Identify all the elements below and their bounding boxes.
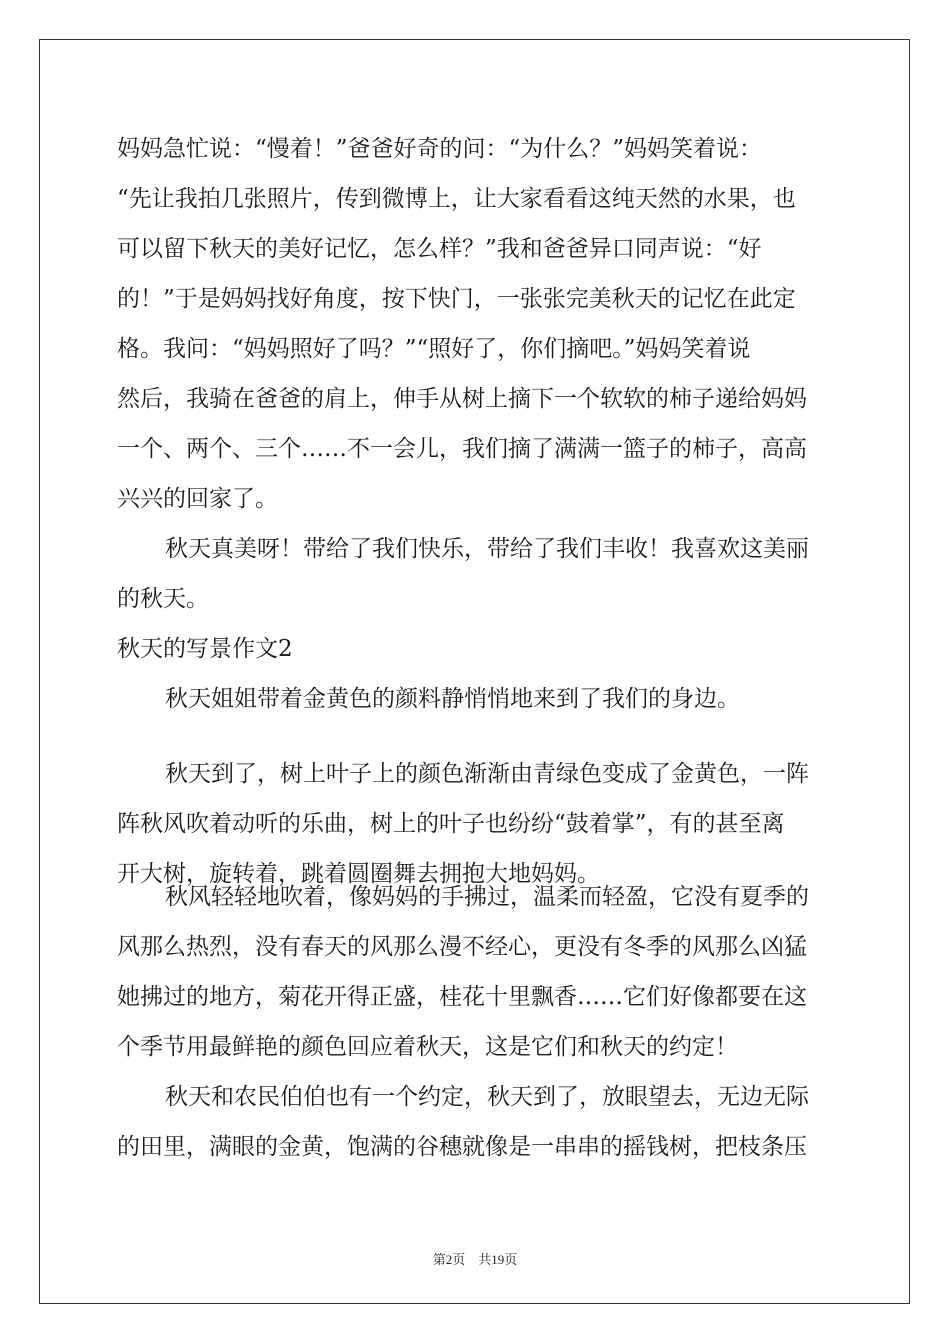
text-line: 风那么热烈，没有春天的风那么漫不经心，更没有冬季的风那么凶猛 bbox=[117, 934, 807, 960]
text-line: 的田里，满眼的金黄，饱满的谷穗就像是一串串的摇钱树，把枝条压 bbox=[117, 1134, 807, 1160]
text-line: 秋天真美呀！带给了我们快乐，带给了我们丰收！我喜欢这美丽 bbox=[165, 536, 809, 562]
section-heading: 秋天的写景作文2 bbox=[117, 636, 293, 662]
text-line: 格。我问：“妈妈照好了吗？”“照好了，你们摘吧。”妈妈笑着说 bbox=[117, 336, 751, 362]
text-line: 然后，我骑在爸爸的肩上，伸手从树上摘下一个软软的柿子递给妈妈 bbox=[117, 386, 807, 412]
text-line: 可以留下秋天的美好记忆，怎么样？”我和爸爸异口同声说：“好 bbox=[117, 236, 762, 262]
text-line: 妈妈急忙说：“慢着！”爸爸好奇的问：“为什么？”妈妈笑着说： bbox=[117, 136, 763, 162]
text-line: 的秋天。 bbox=[117, 586, 209, 612]
text-line: 开大树，旋转着，跳着圆圈舞去拥抱大地妈妈。 bbox=[117, 861, 600, 887]
page-border bbox=[39, 39, 910, 1304]
text-line: 阵秋风吹着动听的乐曲，树上的叶子也纷纷“鼓着掌”，有的甚至离 bbox=[117, 811, 785, 837]
page-number: 第2页 bbox=[432, 1252, 466, 1267]
page-total: 共19页 bbox=[478, 1252, 518, 1267]
text-line: 的！”于是妈妈找好角度，按下快门，一张张完美秋天的记忆在此定 bbox=[117, 286, 796, 312]
text-line: 一个、两个、三个……不一会儿，我们摘了满满一篮子的柿子，高高 bbox=[117, 436, 807, 462]
text-line: 个季节用最鲜艳的颜色回应着秋天，这是它们和秋天的约定！ bbox=[117, 1034, 738, 1060]
text-line: “先让我拍几张照片，传到微博上，让大家看看这纯天然的水果，也 bbox=[117, 186, 796, 212]
text-line: 秋天和农民伯伯也有一个约定，秋天到了，放眼望去，无边无际 bbox=[165, 1084, 809, 1110]
page-footer bbox=[0, 1249, 950, 1268]
text-line: 秋天姐姐带着金黄色的颜料静悄悄地来到了我们的身边。 bbox=[165, 686, 740, 712]
text-line: 她拂过的地方，菊花开得正盛，桂花十里飘香……它们好像都要在这 bbox=[117, 984, 807, 1010]
text-line: 秋天到了，树上叶子上的颜色渐渐由青绿色变成了金黄色，一阵 bbox=[165, 761, 809, 787]
text-line: 秋风轻轻地吹着，像妈妈的手拂过，温柔而轻盈，它没有夏季的 bbox=[165, 884, 809, 910]
text-line: 兴兴的回家了。 bbox=[117, 486, 278, 512]
